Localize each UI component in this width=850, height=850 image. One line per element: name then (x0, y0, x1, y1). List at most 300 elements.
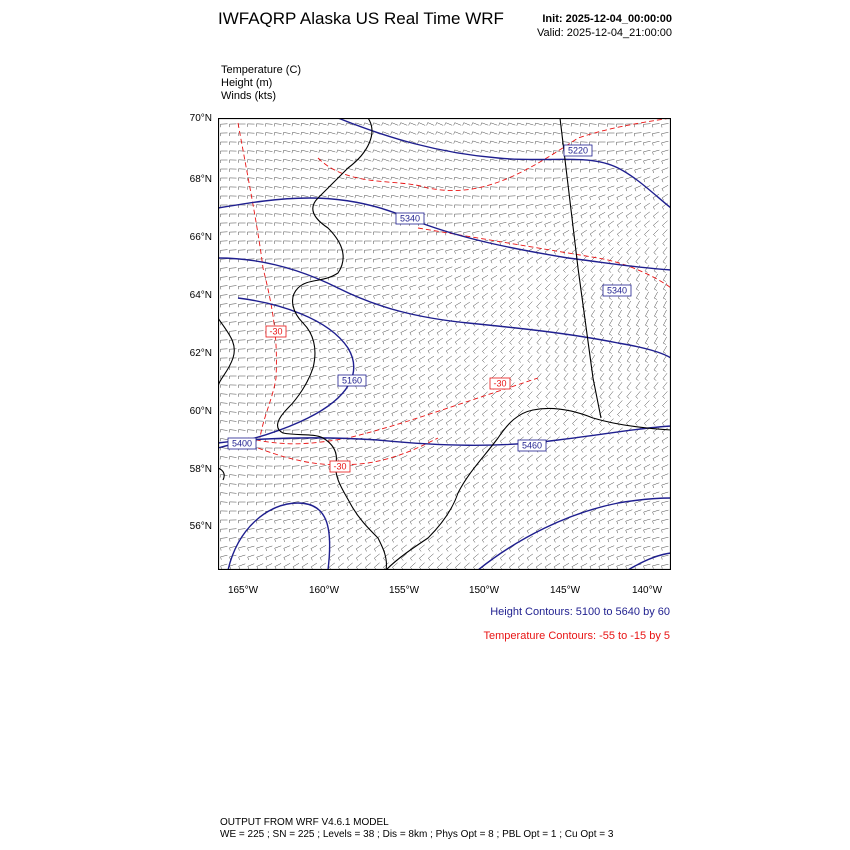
wind-barb (256, 223, 263, 226)
wind-barb (537, 319, 541, 326)
wind-barb (645, 301, 648, 309)
contour-label-text: -30 (493, 378, 507, 389)
wind-barb (257, 555, 264, 560)
wind-barb (627, 247, 632, 254)
wind-barb (374, 294, 381, 299)
wind-barb (581, 563, 587, 569)
wind-barb (482, 527, 488, 534)
wind-barb (581, 446, 587, 453)
wind-barb (527, 500, 533, 506)
wind-barb (437, 276, 444, 281)
wind-barb (320, 375, 327, 379)
wind-barb (293, 376, 300, 380)
wind-barb (437, 509, 443, 515)
wind-barb (635, 555, 642, 560)
wind-barb (392, 420, 398, 426)
wind-barb (247, 133, 254, 136)
wind-barb (392, 536, 398, 543)
wind-barb (645, 355, 649, 363)
wind-barb (491, 464, 497, 471)
wind-barb (454, 141, 462, 144)
wind-barb (409, 177, 417, 180)
wind-barb (338, 528, 344, 534)
wind-barb (546, 284, 551, 291)
wind-barb (446, 419, 452, 425)
height-contour-label-5400a (228, 438, 256, 449)
wind-barb (400, 159, 408, 162)
wind-barb (491, 214, 498, 218)
wind-barb (635, 124, 642, 127)
contour-label-text: 5460 (521, 440, 543, 451)
wind-barb (446, 545, 451, 552)
wind-barb (572, 554, 578, 560)
wind-barb (302, 510, 309, 515)
wind-barb (608, 142, 615, 145)
wind-barb (518, 464, 524, 471)
wind-barb (311, 439, 318, 443)
wind-barb (563, 563, 569, 569)
wind-barb (238, 493, 245, 496)
wind-barb (401, 482, 407, 488)
wind-barb (617, 519, 624, 524)
wind-barb (645, 391, 650, 398)
wind-barb (275, 277, 282, 280)
wind-barb (256, 466, 263, 469)
wind-barb (311, 563, 317, 569)
wind-barb (536, 257, 542, 264)
wind-barb (491, 231, 498, 236)
wind-barb (373, 195, 381, 198)
wind-barb (527, 554, 533, 561)
wind-barb (284, 555, 290, 561)
wind-barb (663, 283, 666, 291)
wind-barb (617, 151, 624, 155)
wind-barb (419, 285, 426, 290)
wind-barb (518, 473, 524, 480)
wind-barb (545, 178, 552, 181)
wind-barb (519, 401, 524, 408)
wind-barb (653, 564, 660, 569)
wind-barb (537, 401, 542, 408)
wind-barb (239, 564, 246, 569)
wind-barb (356, 259, 363, 263)
wind-barb (428, 500, 434, 506)
wind-barb (284, 466, 291, 469)
wind-barb (238, 394, 245, 397)
wind-barb (517, 178, 524, 181)
wind-barb (581, 491, 587, 497)
wind-barb (410, 401, 416, 407)
wind-barb (365, 554, 371, 561)
wind-barb (382, 168, 390, 171)
wind-barb (221, 268, 228, 272)
wind-barb (454, 196, 461, 199)
wind-barb (491, 545, 497, 552)
wind-barb (374, 501, 380, 507)
wind-barb (364, 214, 371, 217)
lat-label-68: 68°N (189, 174, 212, 185)
wind-barb (473, 374, 478, 381)
wind-barb (563, 455, 569, 462)
wind-barb (383, 366, 389, 372)
wind-barb (636, 337, 639, 345)
wind-barb (329, 492, 336, 497)
wind-barb (482, 338, 487, 345)
wind-barb (446, 464, 452, 470)
wind-barb (338, 536, 344, 542)
wind-barb (590, 464, 596, 470)
wind-barb (257, 340, 264, 344)
wind-barb (437, 223, 444, 226)
wind-barb (573, 292, 577, 299)
wind-barb (536, 204, 543, 208)
wind-barb (266, 358, 273, 362)
wind-barb (329, 474, 336, 479)
wind-barb (572, 195, 579, 200)
wind-barb (274, 214, 281, 217)
wind-barb (383, 321, 390, 326)
wind-barb (608, 473, 614, 479)
wind-barb (572, 248, 577, 255)
wind-barb (302, 484, 309, 488)
wind-barb (608, 437, 614, 444)
wind-barb (454, 123, 462, 126)
wind-barb (275, 466, 282, 469)
wind-barb (626, 455, 632, 461)
wind-barb (230, 313, 237, 317)
wind-barb (564, 382, 568, 389)
wind-barb (528, 337, 532, 344)
wind-barb (365, 411, 372, 416)
wind-barb (247, 430, 254, 433)
wind-barb (536, 196, 543, 200)
wind-barb (311, 528, 318, 533)
wind-barb (627, 400, 632, 407)
wind-barb (455, 437, 461, 443)
height-contour-label-5220 (564, 145, 592, 156)
wind-barb (302, 250, 309, 253)
wind-barb (600, 310, 604, 318)
wind-barb (500, 222, 507, 227)
wind-barb (374, 339, 381, 344)
wind-barb (653, 133, 660, 137)
wind-barb (302, 412, 309, 416)
wind-barb (636, 373, 640, 380)
wind-barb (239, 286, 246, 290)
wind-barb (266, 313, 273, 317)
wind-barb (662, 159, 669, 164)
wind-barb (220, 385, 227, 388)
wind-barb (473, 347, 478, 354)
wind-barb (428, 455, 434, 461)
wind-barb (392, 232, 399, 235)
wind-barb (464, 518, 470, 525)
wind-barb (554, 187, 561, 191)
wind-barb (636, 310, 639, 318)
wind-barb (500, 446, 506, 453)
wind-barb (509, 491, 515, 498)
wind-barb (274, 159, 281, 162)
wind-barb (499, 187, 506, 190)
wind-barb (355, 168, 363, 171)
wind-barb (618, 410, 623, 417)
wind-barb (319, 141, 327, 144)
wind-barb (581, 213, 587, 219)
wind-barb (293, 475, 300, 479)
wind-barb (510, 392, 515, 399)
wind-barb (662, 510, 669, 515)
wind-barb (247, 466, 254, 469)
wind-barb (482, 455, 488, 462)
wind-barb (392, 312, 399, 317)
wind-barb (626, 483, 632, 489)
wind-barb (418, 132, 426, 135)
wind-barb (518, 222, 525, 227)
wind-barb (347, 330, 354, 335)
wind-barb (481, 132, 489, 135)
wind-barb (338, 456, 345, 461)
wind-barb (392, 366, 398, 372)
wind-barb (293, 448, 300, 451)
wind-barb (473, 267, 479, 273)
wind-barb (472, 123, 480, 126)
wind-barb (248, 546, 255, 551)
wind-barb (455, 383, 461, 390)
wind-barb (608, 221, 614, 227)
wind-barb (544, 123, 552, 126)
wind-barb (527, 491, 533, 497)
wind-barb (518, 187, 525, 190)
wind-barb (590, 564, 596, 570)
wind-barb (536, 554, 542, 560)
wind-barb (491, 196, 498, 199)
wind-barb (239, 277, 246, 281)
wind-barb (293, 412, 300, 415)
wind-barb (635, 142, 642, 146)
wind-barb (401, 545, 407, 552)
wind-barb (311, 403, 318, 407)
wind-barb (455, 392, 461, 399)
wind-barb (554, 527, 560, 533)
wind-barb (473, 356, 478, 363)
wind-barb (528, 401, 533, 408)
wind-barb (356, 536, 362, 542)
wind-barb (329, 250, 336, 253)
wind-barb (275, 322, 282, 326)
wind-barb (654, 373, 658, 380)
wind-barb (374, 375, 381, 380)
wind-barb (265, 214, 272, 217)
wind-barb (382, 186, 390, 189)
wind-barb (257, 322, 264, 326)
wind-barb (473, 437, 479, 444)
wind-barb (608, 446, 614, 453)
wind-barb (310, 141, 318, 144)
wind-barb (283, 177, 290, 180)
wind-barb (221, 564, 228, 569)
wind-barb (555, 301, 559, 308)
wind-barb (320, 465, 327, 469)
wind-barb (365, 348, 372, 353)
wind-barb (635, 194, 641, 200)
wind-barb (455, 500, 461, 506)
wind-barb (563, 509, 569, 515)
wind-barb (500, 205, 507, 209)
wind-barb (373, 232, 380, 235)
wind-barb (482, 275, 488, 281)
wind-barb (662, 564, 669, 568)
wind-barb (383, 447, 390, 452)
wind-barb (436, 132, 444, 135)
wind-barb (618, 274, 622, 281)
wind-barb (401, 267, 408, 271)
wind-barb (562, 123, 569, 126)
wind-barb (356, 312, 363, 317)
wind-barb (382, 177, 390, 180)
wind-barb (284, 340, 291, 344)
wind-barb (239, 529, 246, 533)
wind-barb (437, 428, 443, 434)
wind-barb (572, 491, 578, 497)
wind-barb (230, 322, 237, 326)
wind-barb (302, 475, 309, 479)
wind-barb (645, 274, 649, 282)
wind-barb (455, 240, 462, 244)
height-contour-legend: Height Contours: 5100 to 5640 by 60 (490, 606, 670, 618)
wind-barb (590, 204, 596, 210)
wind-barb (491, 293, 497, 300)
contour-label-text: 5340 (399, 213, 421, 224)
wind-barb (265, 169, 272, 172)
wind-barb (555, 319, 559, 326)
wind-barb (663, 247, 667, 254)
wind-barb (311, 554, 317, 560)
wind-barb (608, 528, 614, 534)
wind-barb (663, 292, 666, 300)
wind-barb (319, 177, 327, 180)
wind-barb (527, 419, 532, 426)
wind-barb (609, 319, 613, 327)
wind-barb (383, 285, 390, 290)
wind-barb (229, 196, 236, 199)
wind-barb (464, 302, 470, 308)
wind-barb (238, 214, 245, 217)
wind-barb (554, 536, 560, 542)
wind-barb (653, 546, 660, 551)
wind-barb (392, 429, 398, 435)
wind-barb (275, 286, 282, 290)
wind-barb (509, 473, 515, 480)
wind-barb (500, 302, 505, 309)
wind-barb (338, 447, 345, 452)
wind-barb (508, 123, 516, 126)
wind-barb (239, 322, 246, 326)
wind-barb (239, 313, 246, 317)
wind-barb (419, 329, 425, 335)
wind-barb (401, 474, 407, 480)
wind-barb (347, 474, 354, 479)
wind-barb (302, 286, 309, 290)
wind-barb (401, 365, 407, 371)
wind-barb (546, 382, 551, 389)
wind-barb (248, 358, 255, 361)
wind-barb (482, 518, 488, 525)
wind-barb (311, 483, 318, 487)
wind-barb (645, 265, 649, 273)
wind-barb (590, 528, 596, 534)
wind-barb (600, 364, 604, 372)
wind-barb (311, 457, 318, 461)
wind-barb (591, 346, 595, 354)
wind-barb (455, 446, 461, 452)
wind-barb (545, 257, 551, 264)
map-canvas (218, 118, 671, 570)
wind-barb (257, 250, 264, 253)
wind-barb (337, 159, 345, 162)
wind-barb (248, 555, 255, 560)
wind-barb (654, 382, 658, 389)
wind-barb (320, 384, 327, 388)
wind-barb (401, 536, 407, 543)
wind-barb (247, 412, 254, 415)
wind-barb (537, 337, 541, 344)
wind-barb (311, 385, 318, 389)
wind-barb (626, 528, 633, 533)
wind-barb (410, 303, 416, 308)
wind-barb (436, 141, 444, 144)
wind-barb (555, 400, 560, 407)
wind-barb (392, 483, 398, 489)
wind-barb (229, 502, 236, 505)
wind-barb (563, 178, 570, 182)
wind-barb (428, 518, 434, 524)
wind-barb (356, 456, 363, 461)
temperature-contour-label-c (330, 461, 350, 472)
wind-barb (645, 292, 648, 300)
wind-barb (635, 464, 641, 470)
height-contour (478, 498, 671, 570)
wind-barb (581, 536, 587, 542)
wind-barb (293, 340, 300, 344)
wind-barb (482, 491, 488, 497)
wind-barb (500, 284, 506, 291)
wind-barb (365, 563, 370, 570)
wind-barb (644, 483, 650, 488)
wind-barb (599, 230, 605, 237)
wind-barb (526, 123, 534, 126)
wind-barb (582, 346, 586, 354)
wind-barb (500, 275, 506, 281)
wind-barb (392, 518, 398, 524)
wind-barb (221, 546, 228, 550)
wind-barb (499, 132, 507, 135)
wind-barb (374, 465, 381, 470)
wind-barb (338, 402, 345, 407)
wind-barb (284, 493, 291, 497)
wind-barb (537, 293, 542, 300)
wind-barb (644, 528, 651, 533)
wind-barb (608, 564, 614, 569)
wind-barb (509, 437, 514, 444)
wind-barb (491, 500, 497, 507)
wind-barb (256, 160, 263, 163)
wind-barb (608, 230, 614, 237)
wind-barb (455, 293, 461, 299)
wind-barb (392, 500, 398, 506)
wind-barb (337, 223, 344, 226)
wind-barb (437, 554, 442, 561)
wind-barb (293, 457, 300, 460)
